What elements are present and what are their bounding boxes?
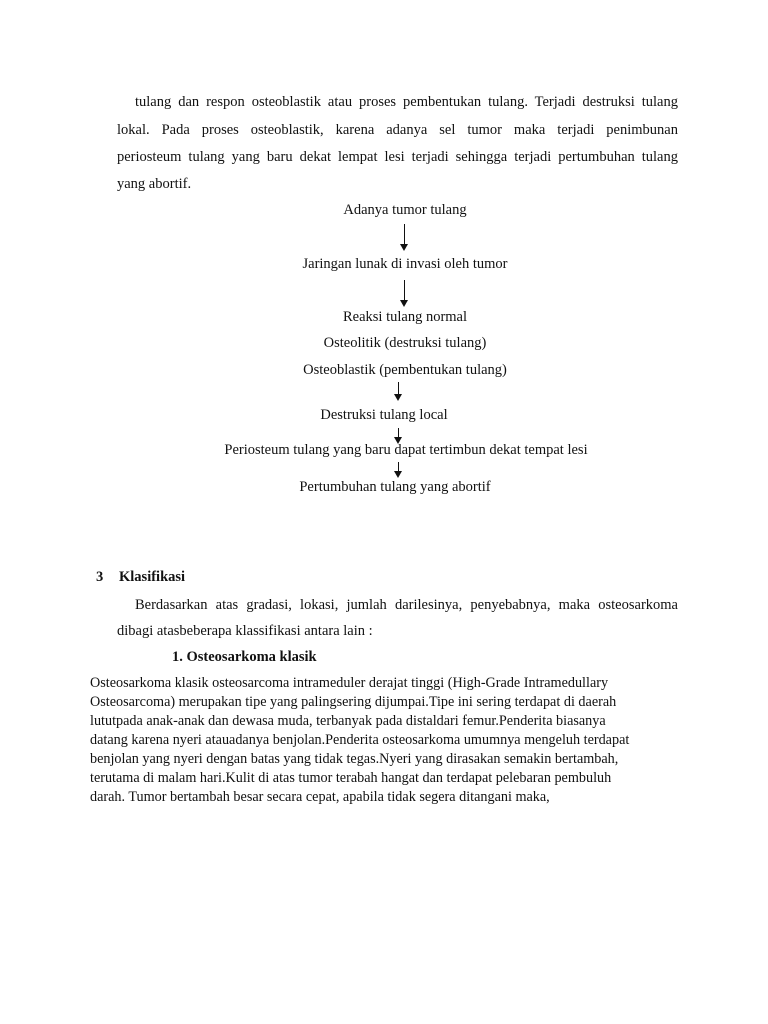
- intro-line-4: yang abortif.: [117, 176, 192, 192]
- subheading-osteosarkoma-klasik: 1. Osteosarkoma klasik: [172, 649, 317, 665]
- flow-arrow-2: [404, 280, 405, 300]
- flow-step-periosteum: Periosteum tulang yang baru dapat tertimbun dekat tempat lesi: [224, 442, 588, 458]
- flow-arrowhead-1: [400, 244, 408, 251]
- flow-step-abortive: Pertumbuhan tulang yang abortif: [299, 479, 491, 495]
- section-para-line-2: dibagi atasbeberapa klassifikasi antara lain :: [117, 623, 373, 639]
- flow-step-osteolitik: Osteolitik (destruksi tulang): [323, 335, 487, 351]
- flow-arrowhead-2: [400, 300, 408, 307]
- flow-arrowhead-5: [394, 471, 402, 478]
- body-line-4: datang karena nyeri atauadanya benjolan.Penderita osteosarkoma umumnya mengeluh terdapat: [90, 732, 630, 748]
- flow-step-osteoblastik: Osteoblastik (pembentukan tulang): [303, 362, 507, 378]
- body-line-3: lututpada anak-anak dan dewasa muda, terbanyak pada distaldari femur.Penderita biasanya: [90, 713, 606, 729]
- body-line-5: benjolan yang nyeri dengan batas yang tidak tegas.Nyeri yang dirasakan semakin bertambah,: [90, 751, 619, 767]
- flow-step-reaction: Reaksi tulang normal: [342, 309, 468, 325]
- flow-arrow-1: [404, 224, 405, 244]
- flow-step-invasion: Jaringan lunak di invasi oleh tumor: [302, 256, 508, 272]
- section-title: Klasifikasi: [119, 569, 186, 585]
- body-line-1: Osteosarkoma klasik osteosarcoma intrameduler derajat tinggi (High-Grade Intramedullary: [90, 675, 609, 691]
- section-number: 3: [96, 569, 104, 585]
- intro-line-1: tulang dan respon osteoblastik atau proses pembentukan tulang. Terjadi destruksi tulang: [135, 94, 678, 110]
- flow-step-tumor: Adanya tumor tulang: [343, 202, 467, 218]
- body-line-7: darah. Tumor bertambah besar secara cepat, apabila tidak segera ditangani maka,: [90, 789, 550, 805]
- body-line-6: terutama di malam hari.Kulit di atas tumor terabah hangat dan terdapat pelebaran pembuluh: [90, 770, 612, 786]
- section-para-line-1: Berdasarkan atas gradasi, lokasi, jumlah darilesinya, penyebabnya, maka osteosarkoma: [135, 597, 678, 613]
- intro-line-2: lokal. Pada proses osteoblastik, karena adanya sel tumor maka terjadi penimbunan: [117, 122, 678, 138]
- flow-arrow-3: [398, 382, 399, 394]
- flow-step-destruction: Destruksi tulang local: [320, 407, 448, 423]
- flow-arrowhead-3: [394, 394, 402, 401]
- intro-line-3: periosteum tulang yang baru dekat lempat lesi terjadi sehingga terjadi pertumbuhan tulang: [117, 149, 678, 165]
- body-line-2: Osteosarcoma) merupakan tipe yang palingsering dijumpai.Tipe ini sering terdapat di daerah: [90, 694, 617, 710]
